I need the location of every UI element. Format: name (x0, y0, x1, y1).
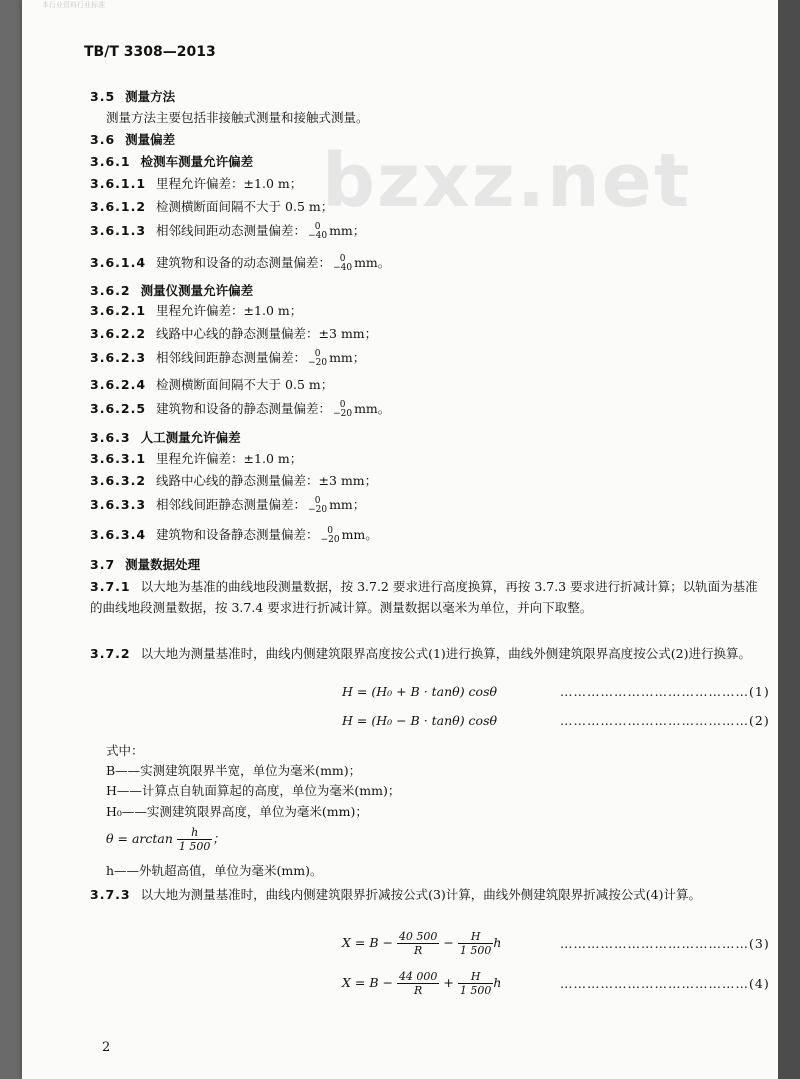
section-3-7-heading: 3.7 测量数据处理 (90, 557, 201, 572)
section-3-6-3-heading: 3.6.3 人工测量允许偏差 (90, 430, 241, 445)
equation-1: H = (H₀ + B · tanθ) cosθ (342, 684, 498, 699)
section-3-5-heading: 3.5 测量方法 (90, 89, 176, 104)
where-label: 式中： (106, 743, 144, 758)
def-h: h——外轨超高值，单位为毫米(mm)。 (106, 863, 323, 878)
clause-3-6-2-3: 3.6.2.3 相邻线间距静态测量偏差： 0 −20 mm； (90, 348, 366, 368)
equation-4-number: ……………………………………(4) (560, 976, 770, 991)
tolerance: 0 −20 (333, 399, 353, 419)
document-page (22, 0, 778, 1079)
tolerance: 0 −20 (320, 525, 340, 545)
section-3-6-heading: 3.6 测量偏差 (90, 132, 176, 147)
clause-3-6-3-1: 3.6.3.1 里程允许偏差：±1.0 m； (90, 451, 303, 466)
theta-fraction: $\frac{h}{1 500}$ (178, 826, 211, 853)
def-H0: H₀——实测建筑限界高度，单位为毫米(mm)； (106, 804, 368, 819)
tolerance: 0 −20 (308, 348, 328, 368)
eq4-fraction-1: $\frac{44 000}{R}$ (398, 970, 438, 997)
clause-3-6-2-1: 3.6.2.1 里程允许偏差：±1.0 m； (90, 303, 303, 318)
clause-3-6-1-1: 3.6.1.1 里程允许偏差：±1.0 m； (90, 176, 303, 191)
clause-3-6-2-4: 3.6.2.4 检测横断面间隔不大于 0.5 m； (90, 377, 334, 392)
eq3-fraction-1: $\frac{40 500}{R}$ (398, 930, 438, 957)
eq4-fraction-2: $\frac{H}{1 500}$ (459, 970, 492, 997)
clause-3-6-1-4: 3.6.1.4 建筑物和设备的动态测量偏差： 0 −40 mm。 (90, 253, 391, 273)
equation-3-number: ……………………………………(3) (560, 936, 770, 951)
def-H: H——计算点自轨面算起的高度，单位为毫米(mm)； (106, 783, 401, 798)
clause-3-6-3-4: 3.6.3.4 建筑物和设备静态测量偏差： 0 −20 mm。 (90, 525, 378, 545)
section-3-6-1-heading: 3.6.1 检测车测量允许偏差 (90, 154, 254, 169)
clause-3-7-2: 3.7.2 以大地为测量基准时，曲线内侧建筑限界高度按公式(1)进行换算，曲线外侧建筑限界高度按公式(2)进行换算。 (90, 646, 752, 661)
page-number: 2 (102, 1040, 111, 1055)
clause-3-6-3-2: 3.6.3.2 线路中心线的静态测量偏差：±3 mm； (90, 473, 378, 488)
clause-3-6-2-5: 3.6.2.5 建筑物和设备的静态测量偏差： 0 −20 mm。 (90, 399, 391, 419)
section-3-5-text: 测量方法主要包括非接触式测量和接触式测量。 (106, 110, 369, 125)
equation-2-number: ……………………………………(2) (560, 713, 770, 728)
standard-header: TB/T 3308—2013 (84, 44, 216, 60)
clause-3-6-1-2: 3.6.1.2 检测横断面间隔不大于 0.5 m； (90, 199, 334, 214)
def-B: B——实测建筑限界半宽，单位为毫米(mm)； (106, 763, 362, 778)
clause-3-6-1-3: 3.6.1.3 相邻线间距动态测量偏差： 0 −40 mm； (90, 221, 366, 241)
scan-edge (778, 0, 800, 1079)
equation-1-number: ……………………………………(1) (560, 684, 770, 699)
def-theta: θ = arctan $\frac{h}{1 500}$ ； (106, 826, 225, 853)
tolerance: 0 −20 (308, 495, 328, 515)
clause-3-6-3-3: 3.6.3.3 相邻线间距静态测量偏差： 0 −20 mm； (90, 495, 366, 515)
tolerance: 0 −40 (333, 253, 353, 273)
equation-3: X = B − $\frac{40 500}{R}$ − $\frac{H}{1 500}$ h (342, 930, 502, 957)
clause-3-7-3: 3.7.3 以大地为测量基准时，曲线内侧建筑限界折减按公式(3)计算，曲线外侧建筑限界折减按公式(4)计算。 (90, 887, 702, 902)
site-breadcrumb: 本行业资料行业标准 (42, 1, 105, 9)
section-3-6-2-heading: 3.6.2 测量仪测量允许偏差 (90, 283, 254, 298)
equation-2: H = (H₀ − B · tanθ) cosθ (342, 713, 498, 728)
eq3-fraction-2: $\frac{H}{1 500}$ (459, 930, 492, 957)
clause-3-7-1: 3.7.1 以大地为基准的曲线地段测量数据，按 3.7.2 要求进行高度换算，再按 3.7.3 要求进行折减计算；以轨面为基准的曲线地段测量数据，按 3.7.4 要求进行折减计算。测量数据以毫米为单位，并向下取整。 (90, 579, 758, 615)
clause-3-6-2-2: 3.6.2.2 线路中心线的静态测量偏差：±3 mm； (90, 326, 378, 341)
tolerance: 0 −40 (308, 221, 328, 241)
equation-4: X = B − $\frac{44 000}{R}$ + $\frac{H}{1 500}$ h (342, 970, 502, 997)
watermark: bzxz.net (322, 138, 692, 224)
